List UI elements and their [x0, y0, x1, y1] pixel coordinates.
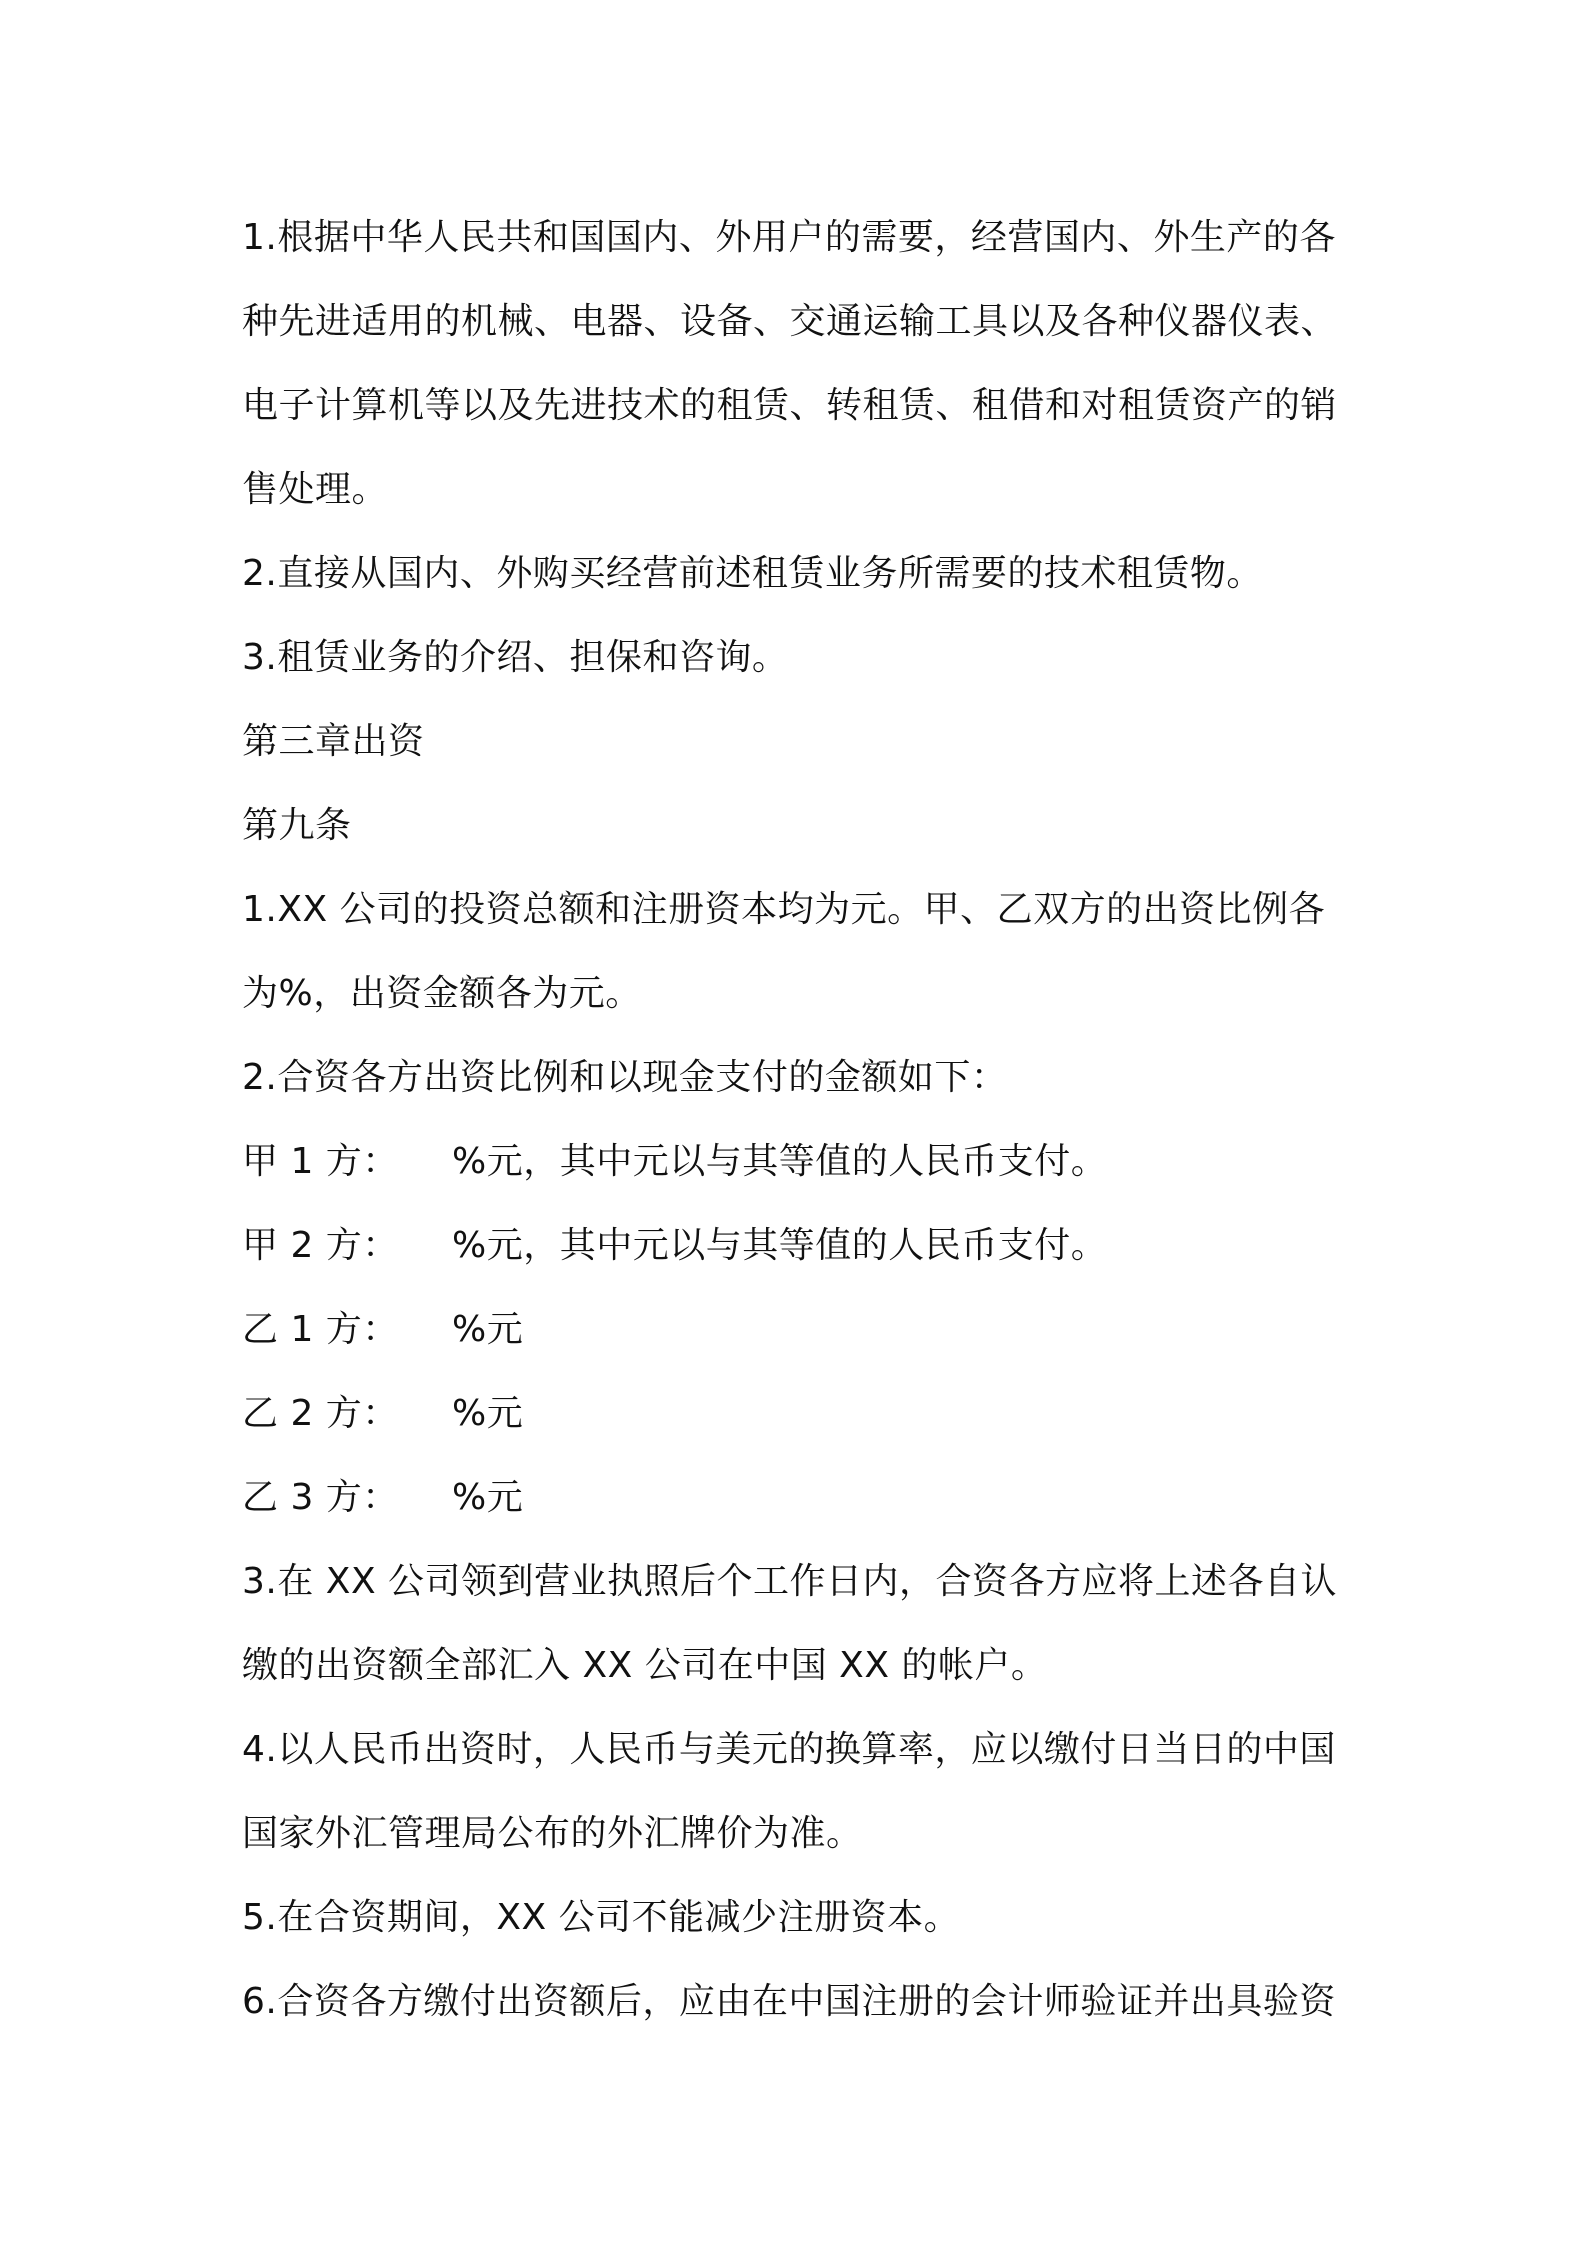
party-value: %元: [452, 1393, 524, 1434]
party-label: 甲 2 方：: [242, 1225, 399, 1266]
party-row: [242, 1204, 1362, 1288]
text-line: 售处理。: [242, 469, 389, 510]
text-line: 电子计算机等以及先进技术的租赁、转租赁、租借和对租赁资产的销: [242, 385, 1338, 426]
party-value: %元，其中元以与其等值的人民币支付。: [452, 1225, 1108, 1266]
text-line: 2.直接从国内、外购买经营前述租赁业务所需要的技术租赁物。: [242, 553, 1263, 594]
party-label: 甲 1 方：: [242, 1141, 399, 1182]
text-line: 6.合资各方缴付出资额后，应由在中国注册的会计师验证并出具验资: [242, 1981, 1336, 2022]
party-label: 乙 1 方：: [242, 1309, 399, 1350]
article-heading: 第九条: [242, 805, 352, 846]
party-row: [242, 1288, 1362, 1372]
text-line: 缴的出资额全部汇入 XX 公司在中国 XX 的帐户。: [242, 1645, 1048, 1686]
chapter-heading: 第三章出资: [242, 721, 425, 762]
party-label: 乙 2 方：: [242, 1393, 399, 1434]
party-row: [242, 1120, 1362, 1204]
document-body: [242, 196, 1362, 2044]
party-value: %元: [452, 1477, 524, 1518]
text-line: 种先进适用的机械、电器、设备、交通运输工具以及各种仪器仪表、: [242, 301, 1338, 342]
text-line: 3.租赁业务的介绍、担保和咨询。: [242, 637, 789, 678]
text-line: 5.在合资期间，XX 公司不能减少注册资本。: [242, 1897, 961, 1938]
text-line: 3.在 XX 公司领到营业执照后个工作日内，合资各方应将上述各自认: [242, 1561, 1338, 1602]
party-row: [242, 1456, 1362, 1540]
party-label: 乙 3 方：: [242, 1477, 399, 1518]
text-line: 为%，出资金额各为元。: [242, 973, 642, 1014]
text-line: 1.XX 公司的投资总额和注册资本均为元。甲、乙双方的出资比例各: [242, 889, 1326, 930]
text-line: 国家外汇管理局公布的外汇牌价为准。: [242, 1813, 863, 1854]
party-value: %元: [452, 1309, 524, 1350]
text-line: 2.合资各方出资比例和以现金支付的金额如下：: [242, 1057, 1008, 1098]
party-row: [242, 1372, 1362, 1456]
text-line: 4.以人民币出资时，人民币与美元的换算率，应以缴付日当日的中国: [242, 1729, 1336, 1770]
party-value: %元，其中元以与其等值的人民币支付。: [452, 1141, 1108, 1182]
text-line: 1.根据中华人民共和国国内、外用户的需要，经营国内、外生产的各: [242, 217, 1336, 258]
